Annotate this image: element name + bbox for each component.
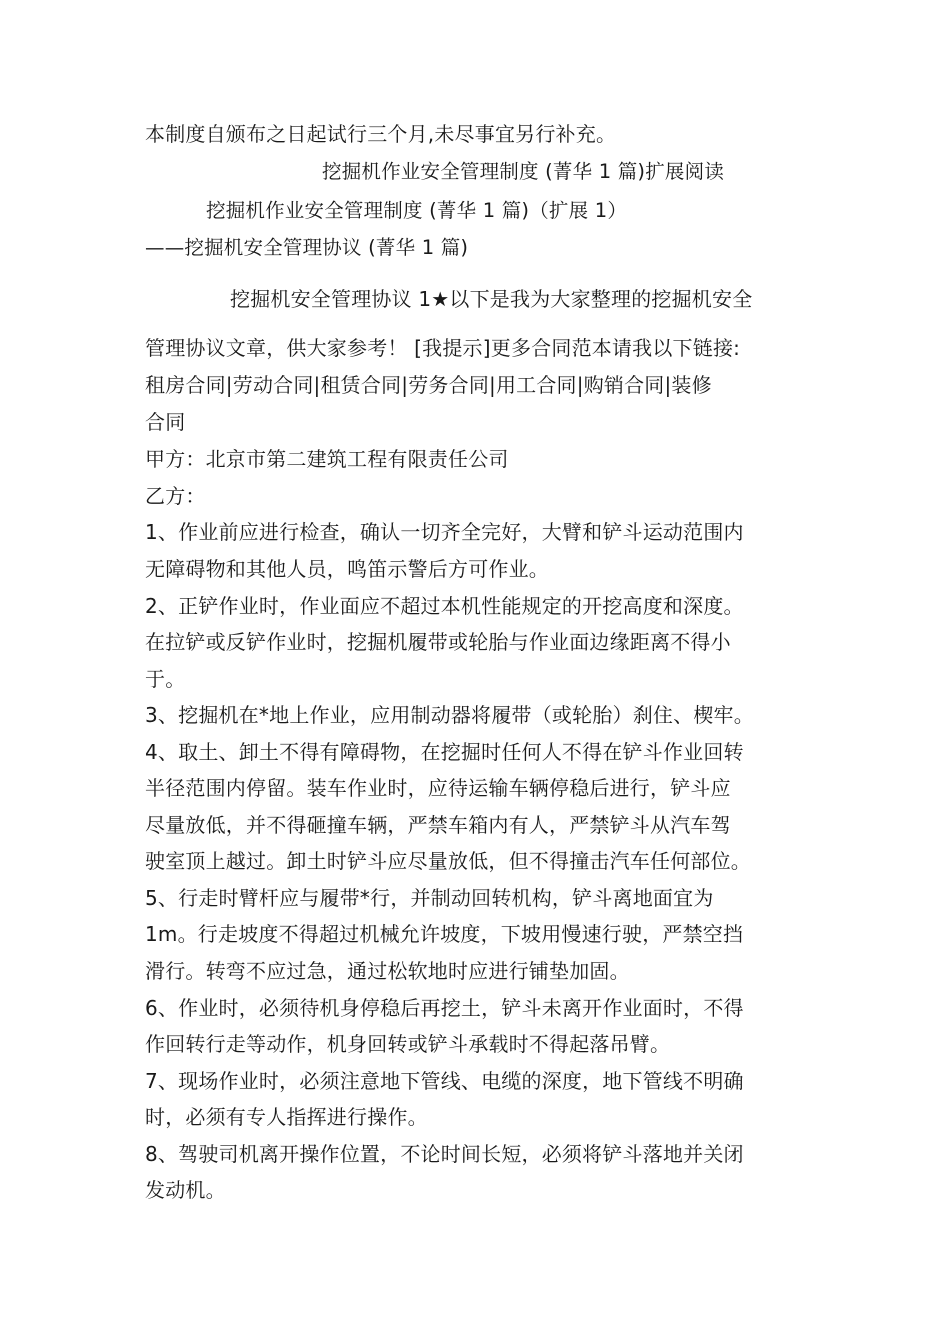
paragraph-line: 合同 (145, 410, 186, 434)
clause-line: 驶室顶上越过。卸土时铲斗应尽量放低，但不得撞击汽车任何部位。 (145, 849, 751, 873)
clause-line: 尽量放低，并不得砸撞车辆，严禁车箱内有人，严禁铲斗从汽车驾 (145, 813, 731, 837)
clause-line: 8、驾驶司机离开操作位置，不论时间长短，必须将铲斗落地并关闭 (145, 1142, 744, 1166)
section-heading: 挖掘机作业安全管理制度 (菁华 1 篇)（扩展 1） (206, 199, 628, 222)
clause-line: 发动机。 (145, 1178, 226, 1202)
clause-line: 2、正铲作业时，作业面应不超过本机性能规定的开挖高度和深度。 (145, 594, 744, 618)
party-a-line: 甲方：北京市第二建筑工程有限责任公司 (145, 447, 509, 471)
paragraph-line: 租房合同|劳动合同|租赁合同|劳务合同|用工合同|购销合同|装修 (145, 373, 712, 397)
clause-line: 4、取土、卸土不得有障碍物，在挖掘时任何人不得在铲斗作业回转 (145, 740, 744, 764)
clause-line: 时，必须有专人指挥进行操作。 (145, 1105, 428, 1129)
clause-line: 于。 (145, 667, 186, 691)
clause-line: 6、作业时，必须待机身停稳后再挖土，铲斗未离开作业面时，不得 (145, 996, 744, 1020)
clause-line: 滑行。转弯不应过急，通过松软地时应进行铺垫加固。 (145, 959, 630, 983)
clause-line: 无障碍物和其他人员，鸣笛示警后方可作业。 (145, 557, 549, 581)
clause-line: 1、作业前应进行检查，确认一切齐全完好，大臂和铲斗运动范围内 (145, 520, 744, 544)
paragraph-line: 管理协议文章，供大家参考！ [我提示]更多合同范本请我以下链接: (145, 336, 741, 360)
clause-line: 5、行走时臂杆应与履带*行，并制动回转机构，铲斗离地面宜为 (145, 886, 714, 910)
clause-line: 半径范围内停留。装车作业时，应待运输车辆停稳后进行，铲斗应 (145, 776, 731, 800)
section-heading: 挖掘机作业安全管理制度 (菁华 1 篇)扩展阅读 (322, 160, 725, 183)
clause-line: 1m。行走坡度不得超过机械允许坡度，下坡用慢速行驶，严禁空挡 (145, 922, 744, 946)
paragraph-line: 挖掘机安全管理协议 1★以下是我为大家整理的挖掘机安全 (230, 287, 753, 311)
section-heading: ——挖掘机安全管理协议 (菁华 1 篇) (145, 236, 469, 259)
clause-line: 7、现场作业时，必须注意地下管线、电缆的深度，地下管线不明确 (145, 1069, 744, 1093)
clause-line: 3、挖掘机在*地上作业，应用制动器将履带（或轮胎）刹住、楔牢。 (145, 703, 754, 727)
clause-line: 作回转行走等动作，机身回转或铲斗承载时不得起落吊臂。 (145, 1032, 671, 1056)
clause-line: 在拉铲或反铲作业时，挖掘机履带或轮胎与作业面边缘距离不得小 (145, 630, 731, 654)
party-b-line: 乙方： (145, 484, 206, 508)
paragraph-line: 本制度自颁布之日起试行三个月,未尽事宜另行补充。 (145, 122, 617, 146)
